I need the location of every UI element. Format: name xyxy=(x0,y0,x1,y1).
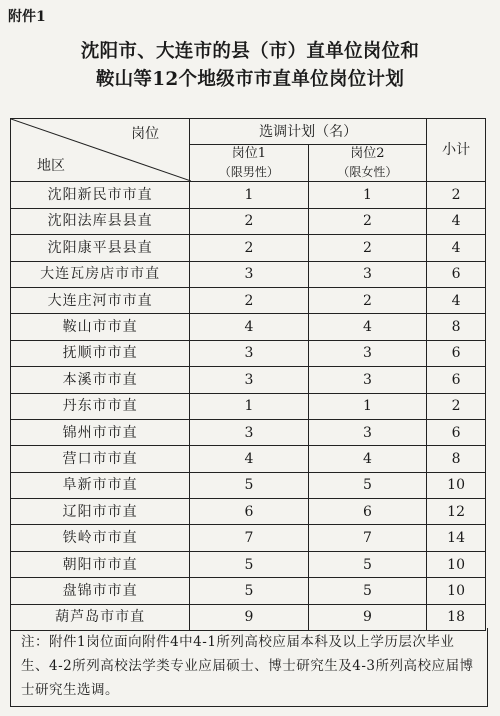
table-row xyxy=(11,314,486,340)
post2-count-cell: 2 xyxy=(308,287,427,313)
region-cell: 朝阳市市直 xyxy=(11,551,190,577)
post1-restriction: （限男性） xyxy=(218,165,279,180)
table-row xyxy=(11,182,486,208)
header-row-1 xyxy=(11,119,486,145)
post1-count-cell: 3 xyxy=(190,261,309,287)
post2-count-cell: 2 xyxy=(308,235,427,261)
document-title xyxy=(0,38,500,94)
region-cell: 抚顺市市直 xyxy=(11,340,190,366)
subtotal-cell: 8 xyxy=(427,446,486,472)
region-cell: 沈阳法库县县直 xyxy=(11,208,190,234)
subtotal-cell: 6 xyxy=(427,419,486,445)
subtotal-cell: 4 xyxy=(427,235,486,261)
corner-header-cell xyxy=(11,119,190,182)
table-row xyxy=(11,393,486,419)
post2-count-cell: 2 xyxy=(308,208,427,234)
attachment-label: 附件1 xyxy=(8,9,46,25)
plan-group-header: 选调计划（名） xyxy=(190,119,427,145)
post1-count-cell: 2 xyxy=(190,208,309,234)
post1-count-cell: 7 xyxy=(190,525,309,551)
subtotal-cell: 8 xyxy=(427,314,486,340)
table-row xyxy=(11,235,486,261)
post1-count-cell: 9 xyxy=(190,604,309,630)
subtotal-cell: 2 xyxy=(427,182,486,208)
post1-count-cell: 5 xyxy=(190,472,309,498)
post2-count-cell: 5 xyxy=(308,578,427,604)
post2-count-cell: 5 xyxy=(308,551,427,577)
post1-count-cell: 5 xyxy=(190,551,309,577)
post1-count-cell: 1 xyxy=(190,393,309,419)
post2-count-cell: 9 xyxy=(308,604,427,630)
post1-count-cell: 4 xyxy=(190,314,309,340)
subtotal-cell: 6 xyxy=(427,367,486,393)
post2-count-cell: 7 xyxy=(308,525,427,551)
title-line-1: 沈阳市、大连市的县（市）直单位岗位和 xyxy=(80,41,420,62)
subtotal-cell: 10 xyxy=(427,472,486,498)
table-row xyxy=(11,208,486,234)
post2-count-cell: 5 xyxy=(308,472,427,498)
post2-count-cell: 6 xyxy=(308,499,427,525)
subtotal-cell: 6 xyxy=(427,340,486,366)
post1-count-cell: 1 xyxy=(190,182,309,208)
table-row xyxy=(11,287,486,313)
footnote: 注：附件1岗位面向附件4中4-1所列高校应届本科及以上学历层次毕业生、4-2所列高校法学类专业应届硕士、博士研究生及4-3所列高校应届博士研究生选调。 xyxy=(10,628,488,707)
post2-count-cell: 3 xyxy=(308,261,427,287)
region-cell: 本溪市市直 xyxy=(11,367,190,393)
subtotal-cell: 10 xyxy=(427,578,486,604)
post1-count-cell: 5 xyxy=(190,578,309,604)
post1-count-cell: 4 xyxy=(190,446,309,472)
region-cell: 丹东市市直 xyxy=(11,393,190,419)
corner-region-label: 地区 xyxy=(37,158,65,175)
post2-count-cell: 3 xyxy=(308,367,427,393)
table-row xyxy=(11,340,486,366)
region-cell: 营口市市直 xyxy=(11,446,190,472)
post2-header xyxy=(308,145,427,182)
post1-count-cell: 3 xyxy=(190,419,309,445)
table-row xyxy=(11,578,486,604)
region-cell: 盘锦市市直 xyxy=(11,578,190,604)
table-row xyxy=(11,261,486,287)
post2-count-cell: 1 xyxy=(308,182,427,208)
post1-count-cell: 6 xyxy=(190,499,309,525)
subtotal-cell: 10 xyxy=(427,551,486,577)
table-row xyxy=(11,367,486,393)
region-cell: 阜新市市直 xyxy=(11,472,190,498)
post2-count-cell: 3 xyxy=(308,419,427,445)
plan-table-body xyxy=(11,182,486,631)
region-cell: 铁岭市市直 xyxy=(11,525,190,551)
post1-count-cell: 2 xyxy=(190,287,309,313)
post1-count-cell: 2 xyxy=(190,235,309,261)
subtotal-cell: 4 xyxy=(427,287,486,313)
post2-restriction: （限女性） xyxy=(337,165,398,180)
post2-count-cell: 1 xyxy=(308,393,427,419)
plan-table xyxy=(10,118,486,631)
table-row xyxy=(11,604,486,630)
region-cell: 大连庄河市市直 xyxy=(11,287,190,313)
region-cell: 沈阳新民市市直 xyxy=(11,182,190,208)
table-row xyxy=(11,446,486,472)
table-row xyxy=(11,499,486,525)
region-cell: 锦州市市直 xyxy=(11,419,190,445)
table-row xyxy=(11,525,486,551)
region-cell: 鞍山市市直 xyxy=(11,314,190,340)
post2-count-cell: 4 xyxy=(308,446,427,472)
post1-count-cell: 3 xyxy=(190,367,309,393)
post2-count-cell: 3 xyxy=(308,340,427,366)
region-cell: 沈阳康平县县直 xyxy=(11,235,190,261)
subtotal-cell: 6 xyxy=(427,261,486,287)
post1-header xyxy=(190,145,309,182)
post2-count-cell: 4 xyxy=(308,314,427,340)
table-row xyxy=(11,472,486,498)
post1-count-cell: 3 xyxy=(190,340,309,366)
subtotal-header: 小计 xyxy=(427,119,486,182)
post2-title: 岗位2 xyxy=(350,146,385,162)
subtotal-cell: 4 xyxy=(427,208,486,234)
subtotal-cell: 14 xyxy=(427,525,486,551)
title-line-2: 鞍山等12个地级市市直单位岗位计划 xyxy=(95,69,405,90)
region-cell: 葫芦岛市市直 xyxy=(11,604,190,630)
subtotal-cell: 12 xyxy=(427,499,486,525)
subtotal-cell: 2 xyxy=(427,393,486,419)
subtotal-cell: 18 xyxy=(427,604,486,630)
region-cell: 辽阳市市直 xyxy=(11,499,190,525)
corner-post-label: 岗位 xyxy=(131,126,160,142)
post1-title: 岗位1 xyxy=(231,146,267,162)
table-row xyxy=(11,419,486,445)
region-cell: 大连瓦房店市市直 xyxy=(11,261,190,287)
table-row xyxy=(11,551,486,577)
